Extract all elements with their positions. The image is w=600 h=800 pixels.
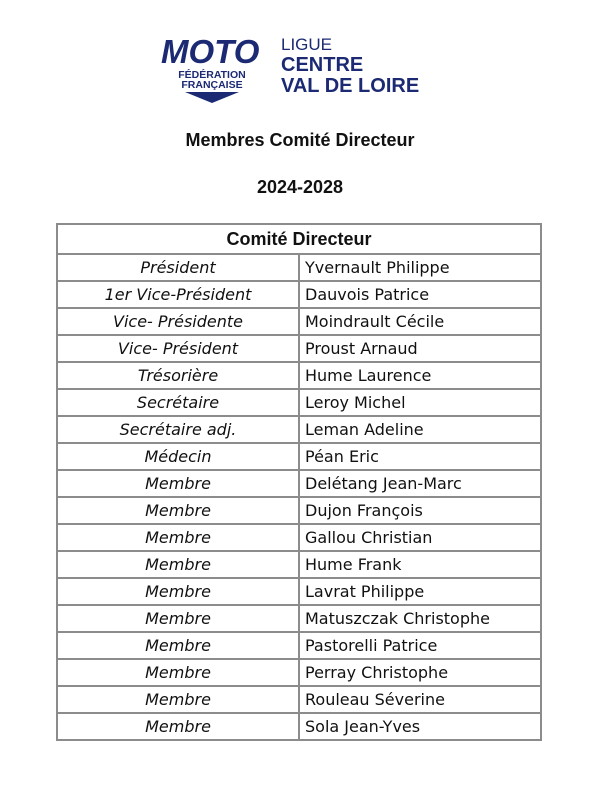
table-row: [57, 470, 541, 497]
table-row: [57, 551, 541, 578]
table-row: [57, 362, 541, 389]
league-logo: [157, 30, 447, 108]
member-name-cell: Sola Jean-Yves: [299, 713, 541, 740]
role-cell: Membre: [57, 524, 299, 551]
federation-line-1: FÉDÉRATION: [178, 69, 246, 81]
table-row: [57, 632, 541, 659]
role-cell: Membre: [57, 632, 299, 659]
table-row: [57, 389, 541, 416]
member-name-cell: Dauvois Patrice: [299, 281, 541, 308]
table-body: [57, 254, 541, 740]
member-name-cell: Leroy Michel: [299, 389, 541, 416]
member-name-cell: Hume Laurence: [299, 362, 541, 389]
member-name-cell: Delétang Jean-Marc: [299, 470, 541, 497]
role-cell: Vice- Présidente: [57, 308, 299, 335]
role-cell: Membre: [57, 713, 299, 740]
table-row: [57, 497, 541, 524]
member-name-cell: Moindrault Cécile: [299, 308, 541, 335]
table-row: [57, 281, 541, 308]
role-cell: Membre: [57, 551, 299, 578]
table-row: [57, 254, 541, 281]
table-row: [57, 659, 541, 686]
role-cell: Trésorière: [57, 362, 299, 389]
moto-wordmark: MOTO: [161, 33, 260, 70]
role-cell: Vice- Président: [57, 335, 299, 362]
member-name-cell: Pastorelli Patrice: [299, 632, 541, 659]
federation-line-2: FRANÇAISE: [181, 79, 243, 91]
table-row: [57, 605, 541, 632]
role-cell: Secrétaire adj.: [57, 416, 299, 443]
term-period: 2024-2028: [256, 177, 344, 197]
table-row: [57, 578, 541, 605]
role-cell: Membre: [57, 497, 299, 524]
member-name-cell: Perray Christophe: [299, 659, 541, 686]
member-name-cell: Yvernault Philippe: [299, 254, 541, 281]
role-cell: Membre: [57, 686, 299, 713]
committee-table: [56, 223, 542, 741]
member-name-cell: Leman Adeline: [299, 416, 541, 443]
role-cell: Secrétaire: [57, 389, 299, 416]
role-cell: 1er Vice-Président: [57, 281, 299, 308]
role-cell: Président: [57, 254, 299, 281]
member-name-cell: Rouleau Séverine: [299, 686, 541, 713]
table-row: [57, 308, 541, 335]
role-cell: Membre: [57, 605, 299, 632]
table-row: [57, 686, 541, 713]
league-region-line-2: VAL DE LOIRE: [281, 75, 420, 97]
table-row: [57, 416, 541, 443]
table-row: [57, 335, 541, 362]
chevron-icon: [185, 92, 239, 103]
table-heading: Comité Directeur: [57, 224, 541, 254]
member-name-cell: Lavrat Philippe: [299, 578, 541, 605]
table-header-row: [57, 224, 541, 254]
member-name-cell: Proust Arnaud: [299, 335, 541, 362]
role-cell: Membre: [57, 578, 299, 605]
member-name-cell: Gallou Christian: [299, 524, 541, 551]
page-title: Membres Comité Directeur: [185, 130, 415, 150]
role-cell: Membre: [57, 470, 299, 497]
league-label: LIGUE: [281, 35, 333, 54]
member-name-cell: Dujon François: [299, 497, 541, 524]
member-name-cell: Matuszczak Christophe: [299, 605, 541, 632]
role-cell: Membre: [57, 659, 299, 686]
ffm-moto-badge: [157, 30, 267, 104]
table-row: [57, 524, 541, 551]
table-row: [57, 443, 541, 470]
table-row: [57, 713, 541, 740]
member-name-cell: Péan Eric: [299, 443, 541, 470]
league-region-line-1: CENTRE: [281, 54, 364, 76]
member-name-cell: Hume Frank: [299, 551, 541, 578]
role-cell: Médecin: [57, 443, 299, 470]
